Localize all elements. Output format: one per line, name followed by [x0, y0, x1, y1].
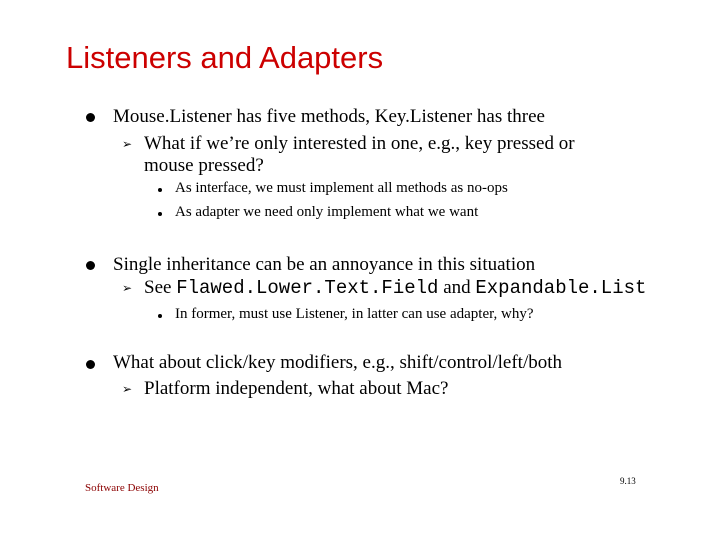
slide-number: 9.13 [620, 476, 636, 486]
bullet-1-subsub-1: As interface, we must implement all methods as no-ops [175, 180, 508, 196]
bullet-1-text: Mouse.Listener has five methods, Key.Listener has three [113, 106, 545, 127]
dot-bullet-icon [158, 188, 162, 192]
bullet-icon [86, 261, 95, 270]
bullet-2-text: Single inheritance can be an annoyance in this situation [113, 254, 536, 275]
bullet-3-text: What about click/key modifiers, e.g., shift/control/left/both [113, 352, 563, 373]
arrow-bullet-icon: ➢ [122, 382, 133, 396]
class-name-expandable-list: Expandable.List [475, 277, 647, 299]
dot-bullet-icon [158, 314, 162, 318]
bullet-2-sub-1 [144, 277, 646, 299]
bullet-1-sub-1-line-2: mouse pressed? [144, 155, 264, 176]
bullet-2-subsub-1: In former, must use Listener, in latter can use adapter, why? [175, 306, 534, 322]
bullet-2-sub-1-prefix: See [144, 277, 177, 298]
bullet-icon [86, 113, 95, 122]
footer-course-name: Software Design [85, 482, 159, 494]
dot-bullet-icon [158, 212, 162, 216]
slide-title: Listeners and Adapters [66, 40, 384, 75]
arrow-bullet-icon: ➢ [122, 281, 133, 295]
bullet-icon [86, 360, 95, 369]
bullet-1-sub-1-line-1: What if we’re only interested in one, e.g., key pressed or [144, 133, 575, 154]
bullet-2-sub-1-middle: and [438, 277, 476, 298]
bullet-1-subsub-2: As adapter we need only implement what we want [175, 204, 479, 220]
bullet-3-sub-1: Platform independent, what about Mac? [144, 378, 449, 399]
arrow-bullet-icon: ➢ [122, 137, 133, 151]
class-name-flawed-lower-text-field: Flawed.Lower.Text.Field [176, 277, 439, 299]
